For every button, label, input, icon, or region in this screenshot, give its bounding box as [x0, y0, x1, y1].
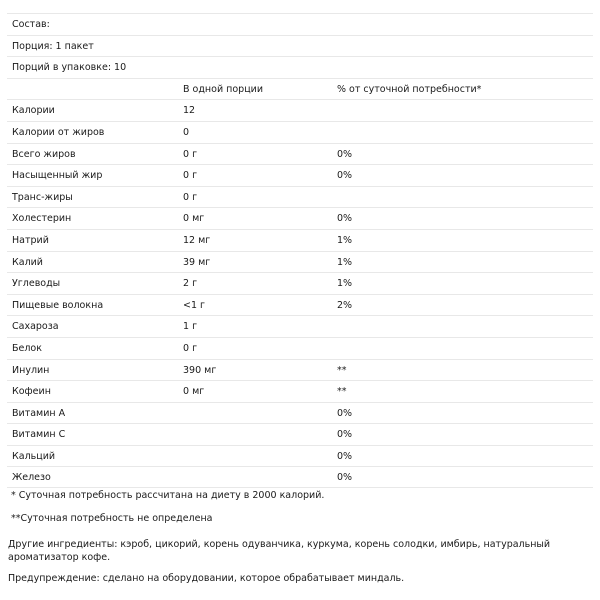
nutrient-daily-value: 0% [337, 213, 353, 225]
nutrient-amount: 390 мг [183, 364, 217, 376]
nutrient-daily-value: 0% [337, 472, 353, 484]
table-row [7, 359, 593, 381]
nutrient-daily-value: 1% [337, 234, 353, 246]
nutrient-amount: 0 г [183, 342, 198, 354]
nutrient-name: Углеводы [12, 278, 61, 290]
nutrient-name: Сахароза [12, 321, 59, 333]
table-row [7, 99, 593, 121]
nutrient-name: Натрий [12, 234, 49, 246]
table-row [7, 229, 593, 251]
nutrient-name: Кофеин [12, 386, 51, 398]
nutrient-amount: 1 г [183, 321, 198, 333]
servings-per-pack-row [7, 56, 593, 78]
table-row [7, 402, 593, 424]
table-row [7, 251, 593, 273]
nutrient-name: Железо [12, 472, 51, 484]
nutrient-daily-value: 0% [337, 148, 353, 160]
nutrient-amount: 0 г [183, 170, 198, 182]
nutrient-amount: 0 мг [183, 213, 205, 225]
nutrient-amount: 0 г [183, 191, 198, 203]
daily-basis-footnote: * Суточная потребность рассчитана на диету в 2000 калорий. [11, 490, 325, 501]
nutrient-amount: 0 г [183, 148, 198, 160]
table-row [7, 380, 593, 402]
servings-per-pack-label: Порций в упаковке: 10 [12, 62, 127, 74]
daily-value-header: % от суточной потребности* [337, 83, 482, 95]
nutrient-daily-value: 0% [337, 170, 353, 182]
nutrient-daily-value: 1% [337, 278, 353, 290]
table-row [7, 143, 593, 165]
nutrient-amount: 2 г [183, 278, 198, 290]
table-row [7, 423, 593, 445]
nutrient-name: Инулин [12, 364, 50, 376]
table-row [7, 445, 593, 467]
nutrient-amount: <1 г [183, 299, 206, 311]
nutrient-name: Калий [12, 256, 43, 268]
table-row [7, 294, 593, 316]
nutrient-daily-value: 2% [337, 299, 353, 311]
nutrient-name: Всего жиров [12, 148, 76, 160]
nutrient-daily-value: 0% [337, 407, 353, 419]
nutrient-name: Холестерин [12, 213, 72, 225]
per-serving-header: В одной порции [183, 83, 264, 95]
nutrient-name: Белок [12, 342, 42, 354]
nutrient-daily-value: 1% [337, 256, 353, 268]
table-row [7, 315, 593, 337]
table-row [7, 121, 593, 143]
column-header-row [7, 78, 593, 100]
nutrient-daily-value: ** [337, 364, 347, 376]
nutrient-amount: 12 [183, 105, 196, 117]
table-row [7, 207, 593, 229]
composition-row [7, 13, 593, 35]
nutrition-table [7, 13, 593, 488]
table-row [7, 164, 593, 186]
nutrient-name: Транс-жиры [12, 191, 73, 203]
serving-row [7, 35, 593, 57]
table-row [7, 186, 593, 208]
table-row [7, 337, 593, 359]
serving-label: Порция: 1 пакет [12, 40, 94, 52]
allergen-warning: Предупреждение: сделано на оборудовании, которое обрабатывает миндаль. [8, 573, 405, 584]
nutrient-amount: 12 мг [183, 234, 211, 246]
composition-label: Состав: [12, 19, 50, 30]
not-established-footnote: **Суточная потребность не определена [11, 513, 213, 524]
nutrient-daily-value: ** [337, 386, 347, 398]
nutrient-name: Калории от жиров [12, 126, 105, 138]
nutrient-amount: 0 [183, 126, 190, 138]
nutrient-name: Пищевые волокна [12, 299, 104, 311]
table-row [7, 466, 593, 488]
nutrient-name: Калории [12, 105, 55, 117]
nutrient-amount: 39 мг [183, 256, 211, 268]
nutrient-name: Витамин C [12, 429, 66, 441]
nutrient-name: Кальций [12, 450, 56, 462]
nutrient-amount: 0 мг [183, 386, 205, 398]
nutrient-name: Насыщенный жир [12, 170, 103, 182]
table-row [7, 272, 593, 294]
nutrient-daily-value: 0% [337, 429, 353, 441]
other-ingredients: Другие ингредиенты: кэроб, цикорий, корень одуванчика, куркума, корень солодки, имбирь, натуральный ароматизатор кофе. [8, 539, 551, 563]
nutrient-daily-value: 0% [337, 450, 353, 462]
nutrient-name: Витамин A [12, 407, 66, 419]
